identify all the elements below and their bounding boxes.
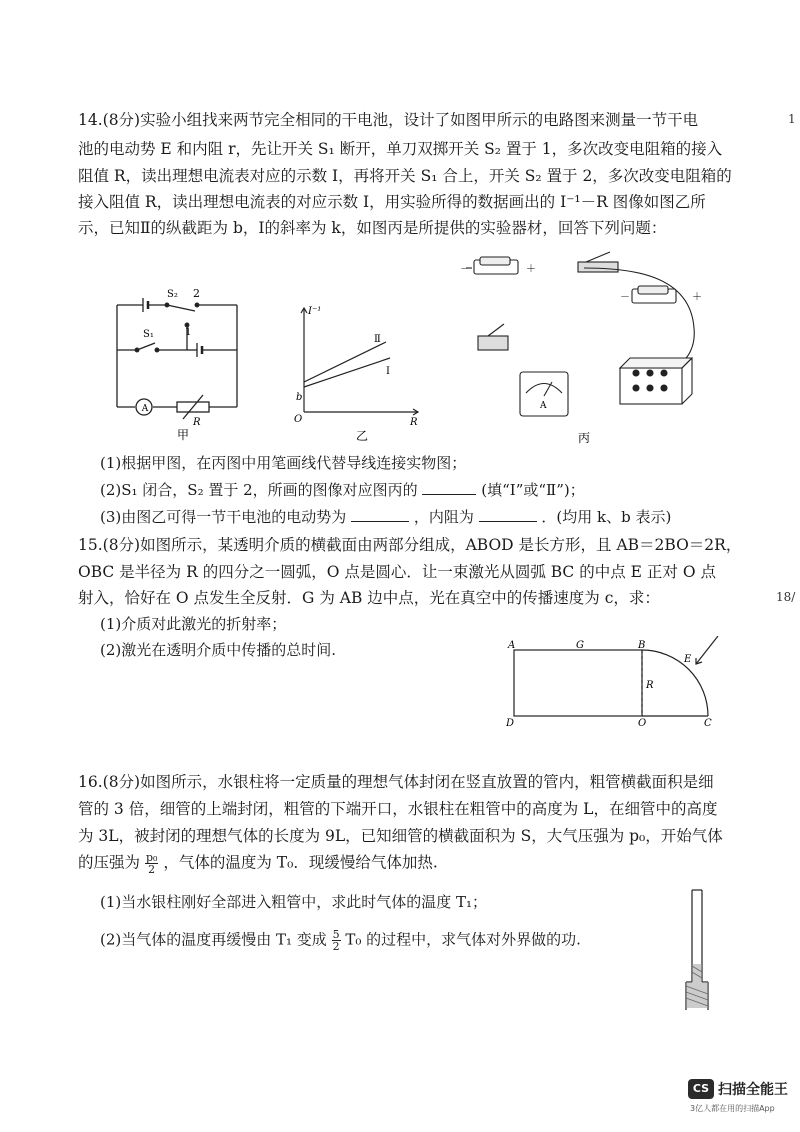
q14-part-2-pre: (2)S₁ 闭合，S₂ 置于 2，所画的图像对应图丙的 — [100, 481, 418, 499]
q14-part-3-emf-blank[interactable] — [351, 507, 409, 522]
q16-frac2-den: 2 — [332, 940, 340, 953]
jia-ammeter-label: A — [141, 404, 149, 414]
q16-frac-den: 2 — [148, 863, 156, 876]
q15-part-2: (2)激光在透明介质中传播的总时间. — [100, 641, 337, 659]
yi-caption: 乙 — [356, 429, 369, 443]
q15-fig-label-G: G — [576, 640, 584, 651]
q16-pressure-fraction — [145, 852, 158, 875]
bing-ammeter-label: A — [540, 401, 547, 411]
bing-minus-label-2: － — [620, 292, 630, 303]
edge-fragment-right-mid: 18/ — [776, 590, 796, 604]
jia-s2-pos-label: 2 — [193, 287, 200, 300]
fig-yi-graph — [290, 300, 430, 445]
q15-fig-label-O: O — [638, 718, 647, 728]
bing-minus-label-1: － — [460, 264, 470, 275]
q16-part-2-pre: (2)当气体的温度再缓慢由 T₁ 变成 — [100, 930, 327, 949]
q15-fig-label-B: B — [638, 640, 646, 651]
yi-origin-label: O — [294, 414, 303, 425]
q14-part-3-mid: ，内阻为 — [413, 508, 474, 526]
q16-tube-figure — [680, 886, 720, 1014]
bing-caption: 丙 — [578, 431, 591, 445]
camscanner-tagline: 3亿人都在用的扫描App — [690, 1104, 775, 1113]
q16-part-1: (1)当水银柱刚好全部进入粗管中，求此时气体的温度 T₁； — [100, 893, 488, 911]
q14-part-3-resistance-blank[interactable] — [479, 507, 537, 522]
jia-resistor-label: R — [193, 417, 201, 428]
q14-part-2-answer-blank[interactable] — [422, 480, 476, 495]
q14-part-1: (1)根据甲图，在丙图中用笔画线代替导线连接实物图； — [100, 454, 467, 472]
q16-temp-fraction — [332, 929, 341, 952]
q15-fig-label-C: C — [704, 718, 712, 728]
jia-s1-label: S₁ — [143, 329, 154, 340]
yi-line-2-label: Ⅱ — [374, 334, 381, 345]
q15-figure — [500, 636, 725, 728]
q16-line-4-pre: 的压强为 — [78, 853, 141, 872]
q16-line-1: 16.(8分)如图所示，水银柱将一定质量的理想气体封闭在竖直放置的管内，粗管横截面积是细 — [78, 773, 714, 791]
yi-line-1 — [304, 358, 390, 387]
yi-line-1-label: Ⅰ — [386, 366, 390, 377]
fig-jia-circuit — [105, 285, 255, 445]
q15-fig-label-D: D — [506, 718, 515, 728]
q15-fig-label-R: R — [646, 680, 654, 691]
q16-line-4 — [78, 852, 438, 875]
camscanner-logo: CS — [688, 1079, 714, 1099]
q14-line-4: 接入阻值 R，读出理想电流表的对应示数 I，用实验所得的数据画出的 I⁻¹－R 图像如图乙所 — [78, 193, 706, 211]
q15-part-1: (1)介质对此激光的折射率； — [100, 615, 287, 633]
jia-pos1-label: 1 — [185, 327, 192, 338]
q14-line-1: 14.(8分)实验小组找来两节完全相同的干电池，设计了如图甲所示的电路图来测量一节干电 — [78, 111, 699, 129]
q16-part-2 — [100, 929, 581, 952]
q15-fig-label-A: A — [508, 640, 516, 651]
edge-fragment-right-top: 1 — [788, 112, 796, 126]
jia-s2-label: S₂ — [167, 289, 178, 300]
yi-xaxis-label: R — [410, 417, 418, 428]
yi-line-2 — [304, 342, 386, 382]
q16-frac2-num: 5 — [332, 928, 340, 941]
yi-yaxis-label: I⁻¹ — [308, 306, 322, 317]
q14-line-5: 示，已知Ⅱ的纵截距为 b，Ⅰ的斜率为 k，如图丙是所提供的实验器材，回答下列问题： — [78, 219, 667, 237]
q14-part-3-post: ．(均用 k、b 表示) — [541, 508, 672, 526]
q16-line-2: 管的 3 倍，细管的上端封闭，粗管的下端开口，水银柱在粗管中的高度为 L，在细管中的高度 — [78, 800, 718, 818]
q16-line-4-post: ，气体的温度为 T₀．现缓慢给气体加热. — [163, 853, 438, 872]
q16-line-3: 为 3L，被封闭的理想气体的长度为 9L，已知细管的横截面积为 S，大气压强为 p₀，开始气体 — [78, 827, 723, 845]
bing-plus-label-2: ＋ — [692, 292, 702, 303]
q14-part-3-pre: (3)由图乙可得一节干电池的电动势为 — [100, 508, 347, 526]
fig-bing-apparatus — [460, 248, 720, 448]
yi-intercept-label: b — [296, 392, 303, 403]
q16-part-2-post: T₀ 的过程中，求气体对外界做的功. — [345, 930, 581, 949]
q15-fig-label-E: E — [684, 654, 692, 665]
jia-caption: 甲 — [177, 428, 190, 442]
bing-plus-label-1: ＋ — [526, 264, 536, 275]
q15-line-1: 15.(8分)如图所示，某透明介质的横截面由两部分组成，ABOD 是长方形，且 AB＝2BO＝2R， — [78, 536, 742, 554]
q15-line-2: OBC 是半径为 R 的四分之一圆弧，O 点是圆心．让一束激光从圆弧 BC 的中点 E 正对 O 点 — [78, 563, 716, 581]
q14-part-2 — [100, 480, 585, 500]
camscanner-name: 扫描全能王 — [718, 1082, 788, 1098]
q14-part-3 — [100, 507, 671, 527]
q16-frac-num: p₀ — [145, 851, 158, 864]
q14-line-3: 阻值 R，读出理想电流表对应的示数 I，再将开关 S₁ 合上，开关 S₂ 置于 2，多次改变电阻箱的 — [78, 167, 732, 185]
q15-line-3: 射入，恰好在 O 点发生全反射．G 为 AB 边中点，光在真空中的传播速度为 c，求： — [78, 589, 660, 607]
q14-part-2-post: (填“Ⅰ”或“Ⅱ”)； — [481, 481, 585, 499]
q14-line-2: 池的电动势 E 和内阻 r，先让开关 S₁ 断开，单刀双掷开关 S₂ 置于 1，多次改变电阻箱的接入 — [78, 140, 723, 158]
